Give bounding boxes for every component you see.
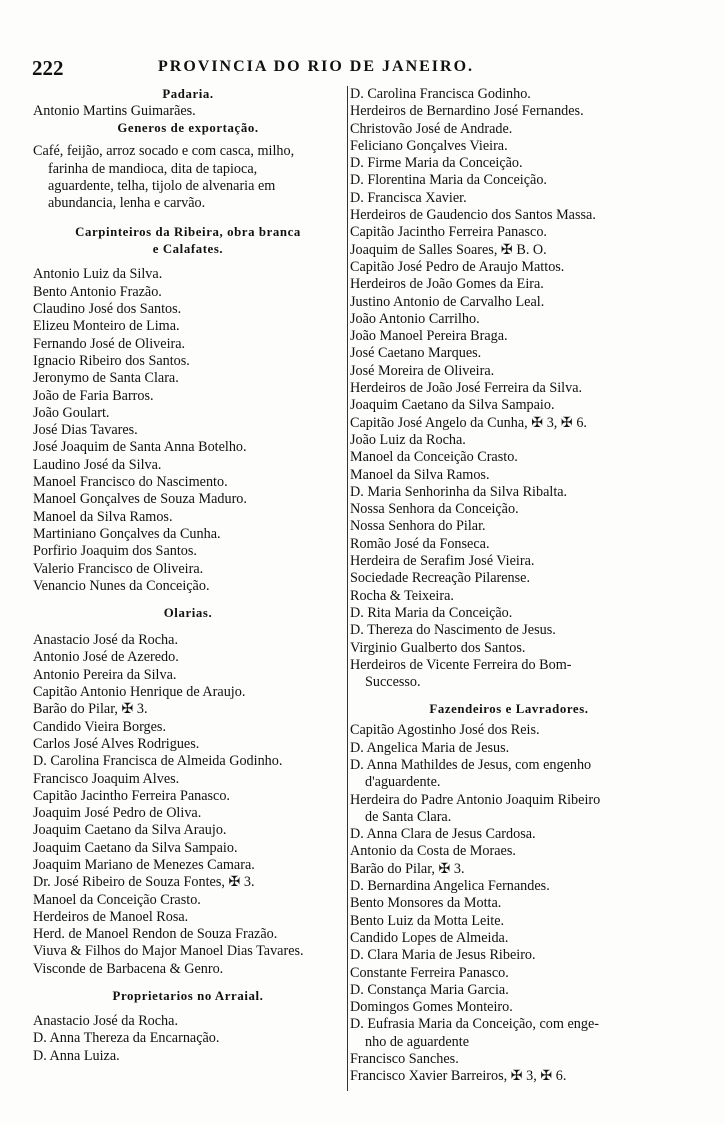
list-item: D. Constança Maria Garcia. (350, 981, 509, 998)
section-heading-padaria: Padaria. (162, 87, 214, 101)
list-item: Antonio José de Azeredo. (33, 649, 179, 666)
list-item: Bento Luiz da Motta Leite. (350, 912, 505, 929)
list-item: D. Anna Thereza da Encarnação. (33, 1030, 220, 1047)
list-item: Visconde de Barbacena & Genro. (33, 960, 224, 977)
list-item: Sociedade Recreação Pilarense. (350, 570, 531, 587)
list-item: Joaquim Caetano da Silva Sampaio. (350, 397, 555, 414)
list-item: Anastacio José da Rocha. (33, 632, 178, 649)
list-item: José Joaquim de Santa Anna Botelho. (33, 439, 247, 456)
list-proprietarios-cont (350, 86, 668, 657)
list-item: Constante Ferreira Panasco. (350, 964, 509, 981)
list-item: Joaquim Caetano da Silva Araujo. (33, 822, 227, 839)
list-item: Justino Antonio de Carvalho Leal. (350, 293, 545, 310)
list-item: Rocha & Teixeira. (350, 587, 454, 604)
list-fazendeiros-c (350, 1051, 668, 1086)
list-item: José Moreira de Oliveira. (350, 362, 495, 379)
generos-line: abundancia, lenha e carvão. (48, 195, 206, 212)
entry-eufrasia-cont: nho de aguardente (365, 1033, 469, 1050)
list-item: Herdeiros de Manoel Rosa. (33, 908, 189, 925)
list-item: Herdeiros de João Gomes da Eira. (350, 276, 544, 293)
list-item: Capitão Antonio Henrique de Araujo. (33, 684, 246, 701)
list-item: Francisco Xavier Barreiros, ✠ 3, ✠ 6. (350, 1068, 567, 1085)
list-item: Francisco Sanches. (350, 1051, 459, 1068)
list-proprietarios (33, 1013, 343, 1065)
list-item: Domingos Gomes Monteiro. (350, 999, 513, 1016)
list-item: Manoel da Conceição Crasto. (33, 891, 201, 908)
list-item: Manoel da Silva Ramos. (33, 508, 173, 525)
list-item: Manoel da Conceição Crasto. (350, 449, 518, 466)
list-item: Romão José da Fonseca. (350, 535, 490, 552)
list-item: Anastacio José da Rocha. (33, 1013, 178, 1030)
list-item: Carlos José Alves Rodrigues. (33, 735, 200, 752)
list-item: Capitão Agostinho José dos Reis. (350, 722, 540, 739)
list-fazendeiros-b (350, 826, 668, 1016)
list-item: Herdeira de Serafim José Vieira. (350, 553, 535, 570)
list-item: Candido Lopes de Almeida. (350, 929, 509, 946)
right-column (347, 86, 668, 1091)
list-item: Manoel da Silva Ramos. (350, 466, 490, 483)
list-item: Joaquim de Salles Soares, ✠ B. O. (350, 241, 547, 258)
list-item: João Manoel Pereira Braga. (350, 328, 508, 345)
list-item: Bento Monsores da Motta. (350, 895, 502, 912)
page-number: 222 (32, 56, 64, 80)
left-column (33, 86, 343, 1065)
list-item: Herdeiros de João José Ferreira da Silva. (350, 380, 583, 397)
section-heading-carpinteiros: Carpinteiros da Ribeira, obra branca (75, 225, 301, 240)
list-item: Manoel Francisco do Nascimento. (33, 474, 228, 491)
entry-herdeira: Herdeira do Padre Antonio Joaquim Ribeiro (350, 791, 601, 808)
entry-mathildes: D. Anna Mathildes de Jesus, com engenho (350, 756, 592, 773)
list-item: Laudino José da Silva. (33, 456, 162, 473)
page-header (30, 56, 710, 86)
list-item: Herdeiros de Bernardino José Fernandes. (350, 103, 584, 120)
list-item: Nossa Senhora do Pilar. (350, 518, 486, 535)
entry-vicente: Herdeiros de Vicente Ferreira do Bom- (350, 656, 572, 673)
list-carpinteiros (33, 266, 343, 595)
list-item: José Dias Tavares. (33, 422, 138, 439)
list-item: Manoel Gonçalves de Souza Maduro. (33, 491, 247, 508)
list-item: Feliciano Gonçalves Vieira. (350, 137, 508, 154)
entry-herdeira-cont: de Santa Clara. (365, 808, 452, 825)
list-item: Candido Vieira Borges. (33, 718, 166, 735)
list-item: Jeronymo de Santa Clara. (33, 370, 179, 387)
list-item: D. Maria Senhorinha da Silva Ribalta. (350, 483, 568, 500)
entry-vicente-cont: Successo. (365, 674, 421, 691)
list-item: Porfirio Joaquim dos Santos. (33, 543, 197, 560)
list-item: Claudino José dos Santos. (33, 301, 182, 318)
list-item: Bento Antonio Frazão. (33, 283, 162, 300)
list-item: Antonio Pereira da Silva. (33, 666, 177, 683)
generos-line: Café, feijão, arroz socado e com casca, milho, (33, 143, 295, 160)
list-item: Herdeiros de Gaudencio dos Santos Massa. (350, 207, 596, 224)
list-item: Capitão Jacintho Ferreira Panasco. (350, 224, 547, 241)
list-item: D. Clara Maria de Jesus Ribeiro. (350, 947, 536, 964)
list-item: Viuva & Filhos do Major Manoel Dias Tavares. (33, 943, 304, 960)
section-heading-fazendeiros: Fazendeiros e Lavradores. (429, 702, 589, 717)
list-item: Capitão Jacintho Ferreira Panasco. (33, 787, 230, 804)
list-item: Capitão José Pedro de Araujo Mattos. (350, 258, 565, 275)
section-heading-proprietarios: Proprietarios no Arraial. (112, 989, 264, 1004)
list-item: Fernando José de Oliveira. (33, 335, 186, 352)
list-item: D. Thereza do Nascimento de Jesus. (350, 622, 556, 639)
list-padaria (33, 103, 343, 120)
entry-mathildes-cont: d'aguardente. (365, 774, 441, 791)
list-olarias (33, 632, 343, 978)
list-item: Antonio da Costa de Moraes. (350, 843, 516, 860)
list-item: D. Carolina Francisca de Almeida Godinho. (33, 753, 283, 770)
list-item: D. Firme Maria da Conceição. (350, 155, 523, 172)
list-item: Joaquim Caetano da Silva Sampaio. (33, 839, 238, 856)
list-item: Francisco Joaquim Alves. (33, 770, 180, 787)
list-item: José Caetano Marques. (350, 345, 482, 362)
list-item: Joaquim José Pedro de Oliva. (33, 805, 202, 822)
list-item: Barão do Pilar, ✠ 3. (350, 860, 465, 877)
list-item: D. Angelica Maria de Jesus. (350, 739, 510, 756)
list-item: João Luiz da Rocha. (350, 431, 466, 448)
section-heading-olarias: Olarias. (163, 606, 213, 621)
generos-line: aguardente, telha, tijolo de alvenaria em (48, 177, 276, 194)
list-item: Elizeu Monteiro de Lima. (33, 318, 180, 335)
list-item: Valerio Francisco de Oliveira. (33, 560, 204, 577)
list-fazendeiros-a (350, 722, 668, 757)
list-item: Antonio Luiz da Silva. (33, 266, 163, 283)
list-item: Christovão José de Andrade. (350, 120, 513, 137)
list-item: D. Francisca Xavier. (350, 189, 467, 206)
list-item: D. Anna Clara de Jesus Cardosa. (350, 826, 536, 843)
list-item: D. Anna Luiza. (33, 1047, 120, 1064)
entry-eufrasia: D. Eufrasia Maria da Conceição, com enge- (350, 1016, 599, 1033)
section-heading-generos: Generos de exportação. (117, 121, 259, 136)
list-item: D. Florentina Maria da Conceição. (350, 172, 547, 189)
list-item: Virginio Gualberto dos Santos. (350, 639, 526, 656)
list-item: D. Bernardina Angelica Fernandes. (350, 878, 550, 895)
list-item: João Goulart. (33, 404, 110, 421)
list-item: Nossa Senhora da Conceição. (350, 501, 519, 518)
list-item: Capitão José Angelo da Cunha, ✠ 3, ✠ 6. (350, 414, 587, 431)
list-item: Barão do Pilar, ✠ 3. (33, 701, 148, 718)
generos-line: farinha de mandioca, dita de tapioca, (48, 160, 258, 177)
list-item: D. Carolina Francisca Godinho. (350, 86, 531, 102)
list-item: Ignacio Ribeiro dos Santos. (33, 352, 190, 369)
list-item: Joaquim Mariano de Menezes Camara. (33, 856, 255, 873)
list-item: Antonio Martins Guimarães. (33, 103, 196, 119)
list-item: D. Rita Maria da Conceição. (350, 604, 513, 621)
list-item: João de Faria Barros. (33, 387, 154, 404)
list-item: Dr. José Ribeiro de Souza Fontes, ✠ 3. (33, 874, 255, 891)
running-title: PROVINCIA DO RIO DE JANEIRO. (158, 58, 475, 75)
list-item: Martiniano Gonçalves da Cunha. (33, 525, 221, 542)
section-heading-carpinteiros-cont: e Calafates. (152, 242, 224, 257)
list-item: João Antonio Carrilho. (350, 310, 480, 327)
list-item: Herd. de Manoel Rendon de Souza Frazão. (33, 926, 278, 943)
list-item: Venancio Nunes da Conceição. (33, 577, 210, 594)
